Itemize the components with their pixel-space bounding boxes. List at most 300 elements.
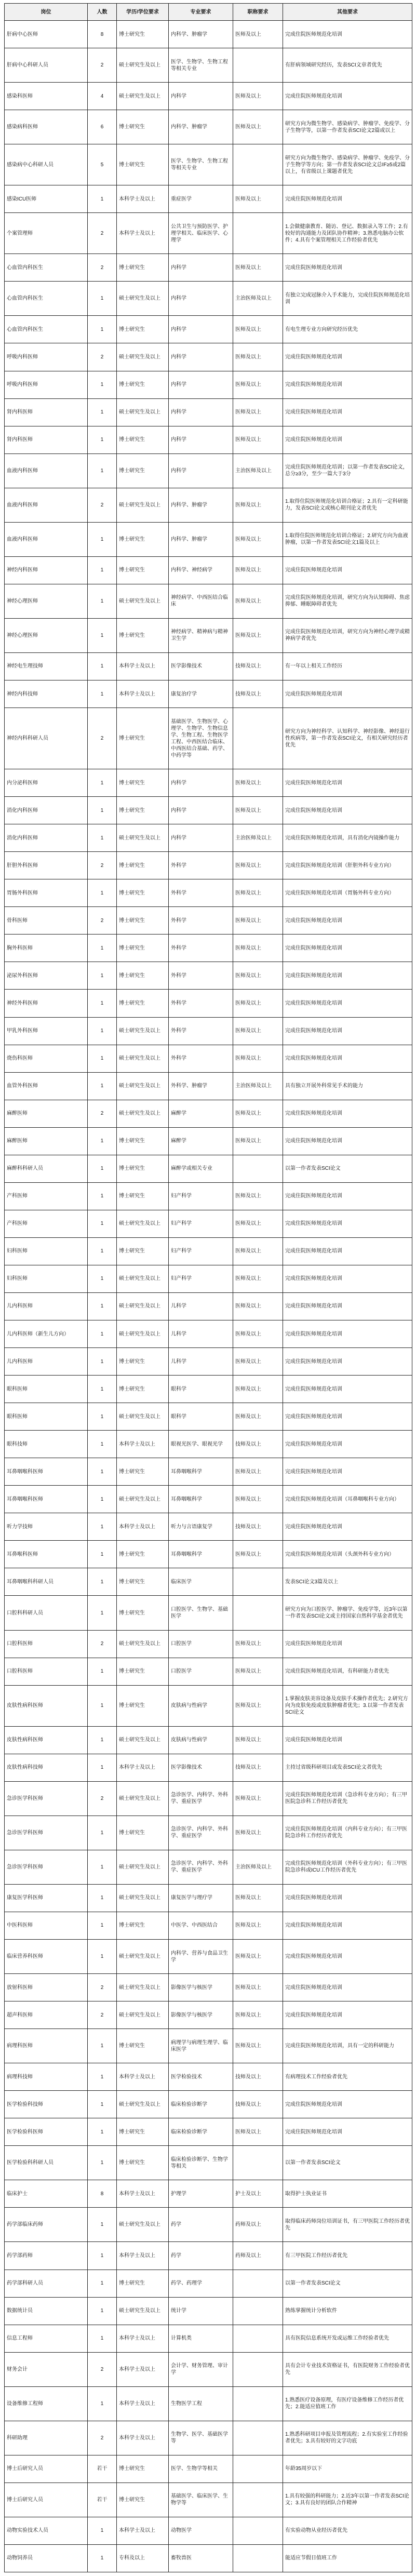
cell-position: 肾内科医师 xyxy=(5,398,88,426)
cell-major: 护理学 xyxy=(169,2180,233,2208)
cell-title-requirement: 医师及以上 xyxy=(233,2029,283,2063)
cell-education: 博士研究生 xyxy=(117,797,169,824)
cell-count: 1 xyxy=(88,185,117,213)
cell-position: 肝病中心科研人员 xyxy=(5,48,88,83)
cell-other-requirements: 有一年以上相关工作经历 xyxy=(283,652,412,680)
cell-title-requirement xyxy=(233,2146,283,2180)
cell-other-requirements: 完成住院医师规范化培训 xyxy=(283,1912,412,1939)
cell-position: 感染病中心科研人员 xyxy=(5,144,88,185)
cell-title-requirement xyxy=(233,708,283,769)
cell-major: 外科学 xyxy=(169,1017,233,1045)
cell-count: 6 xyxy=(88,110,117,144)
cell-title-requirement xyxy=(233,2455,283,2482)
cell-education: 硕士研究生及以上 xyxy=(117,1320,169,1348)
cell-education: 本科学士及以上 xyxy=(117,2242,169,2270)
cell-title-requirement: 主治医师及以上 xyxy=(233,1072,283,1100)
cell-position: 医学检验科科研人员 xyxy=(5,2146,88,2180)
table-row xyxy=(5,2386,412,2421)
cell-position: 血液内科医师 xyxy=(5,453,88,488)
cell-position: 肝胆外科医师 xyxy=(5,852,88,879)
table-row xyxy=(5,2544,412,2572)
cell-title-requirement: 药师及以上 xyxy=(233,2208,283,2242)
cell-education: 博士研究生 xyxy=(117,522,169,556)
cell-count: 1 xyxy=(88,2242,117,2270)
cell-count: 1 xyxy=(88,1320,117,1348)
cell-education: 博士研究生 xyxy=(117,2118,169,2146)
cell-position: 科研助理 xyxy=(5,2421,88,2455)
cell-count: 1 xyxy=(88,1458,117,1486)
cell-other-requirements: 完成住院医师规范化培训 xyxy=(283,1348,412,1376)
cell-major: 临床检验诊断学、生物学等相关 xyxy=(169,2146,233,2180)
table-row xyxy=(5,398,412,426)
table-row xyxy=(5,2118,412,2146)
cell-education: 博士研究生 xyxy=(117,426,169,453)
cell-education: 硕士研究生及以上 xyxy=(117,1486,169,1513)
table-row xyxy=(5,2208,412,2242)
cell-major: 会计学、财务管理、审计学 xyxy=(169,2352,233,2386)
cell-major: 影像医学与核医学 xyxy=(169,2001,233,2029)
table-row xyxy=(5,1320,412,1348)
cell-count: 5 xyxy=(88,144,117,185)
cell-other-requirements: 完成住院医师规范化培训（外科专业方向）；有三甲医院急诊科或ICU工作经历者优先 xyxy=(283,1850,412,1884)
cell-education: 硕士研究生及以上 xyxy=(117,1940,169,1974)
cell-other-requirements: 完成住院医师规范化培训 xyxy=(283,1292,412,1320)
cell-education: 博士研究生 xyxy=(117,1541,169,1568)
cell-major: 内科学、肿瘤学 xyxy=(169,488,233,522)
table-row xyxy=(5,1781,412,1816)
cell-major: 动物医学 xyxy=(169,2517,233,2544)
cell-major: 妇产科学 xyxy=(169,1182,233,1210)
cell-major: 康复治疗学 xyxy=(169,680,233,708)
cell-position: 个案管理师 xyxy=(5,213,88,254)
cell-major: 儿科学 xyxy=(169,1292,233,1320)
cell-major: 内科学 xyxy=(169,426,233,453)
cell-major: 神经病学、中西医结合临床 xyxy=(169,584,233,618)
cell-count: 1 xyxy=(88,1596,117,1630)
cell-title-requirement: 医师及以上 xyxy=(233,1403,283,1431)
cell-position: 临床营养科医师 xyxy=(5,1940,88,1974)
cell-major: 临床检验诊断学 xyxy=(169,2118,233,2146)
cell-position: 眼科医师 xyxy=(5,1403,88,1431)
cell-major: 妇产科学 xyxy=(169,1265,233,1292)
cell-title-requirement: 医师及以上 xyxy=(233,1541,283,1568)
table-row xyxy=(5,2063,412,2091)
cell-education: 硕士研究生及以上 xyxy=(117,398,169,426)
cell-title-requirement xyxy=(233,1155,283,1182)
table-row xyxy=(5,708,412,769)
cell-education: 硕士研究生及以上 xyxy=(117,1292,169,1320)
cell-title-requirement xyxy=(233,2482,283,2517)
table-row xyxy=(5,1726,412,1754)
cell-count: 2 xyxy=(88,1630,117,1658)
cell-major: 病理学与病理生理学、临床医学 xyxy=(169,2029,233,2063)
cell-title-requirement xyxy=(233,1596,283,1630)
cell-count: 1 xyxy=(88,1376,117,1403)
cell-major: 内科学 xyxy=(169,398,233,426)
cell-other-requirements: 完成住院医师规范化培训 xyxy=(283,1320,412,1348)
cell-position: 耳鼻咽喉科科研人员 xyxy=(5,1568,88,1596)
cell-count: 2 xyxy=(88,2352,117,2386)
cell-other-requirements: 完成住院医师规范化培训（肝胆外科专业方向） xyxy=(283,852,412,879)
cell-other-requirements: 完成住院医师规范化培训 xyxy=(283,769,412,797)
cell-position: 神经电生理技师 xyxy=(5,652,88,680)
cell-major: 外科学 xyxy=(169,1045,233,1072)
cell-position: 胃肠外科医师 xyxy=(5,879,88,907)
cell-education: 博士研究生 xyxy=(117,990,169,1017)
cell-major: 医学、生物学、生物工程等相关专业 xyxy=(169,144,233,185)
cell-count: 4 xyxy=(88,83,117,110)
cell-count: 8 xyxy=(88,2180,117,2208)
cell-education: 博士研究生 xyxy=(117,110,169,144)
cell-other-requirements: 有电生理专业方向研究经历优先 xyxy=(283,316,412,343)
cell-count: 1 xyxy=(88,2029,117,2063)
cell-count: 1 xyxy=(88,1045,117,1072)
cell-count: 1 xyxy=(88,1726,117,1754)
cell-position: 病理科医师 xyxy=(5,2029,88,2063)
table-row xyxy=(5,144,412,185)
cell-position: 儿内科医师 xyxy=(5,1348,88,1376)
cell-position: 麻醉医师 xyxy=(5,1127,88,1155)
table-row xyxy=(5,1568,412,1596)
cell-education: 博士研究生 xyxy=(117,144,169,185)
cell-title-requirement: 技师及以上 xyxy=(233,2091,283,2118)
cell-title-requirement: 医师及以上 xyxy=(233,618,283,652)
cell-other-requirements: 完成住院医师规范化培训 xyxy=(283,990,412,1017)
cell-education: 硕士研究生及以上 xyxy=(117,2208,169,2242)
table-row xyxy=(5,1376,412,1403)
cell-other-requirements: 以第一作者发表SCI论文 xyxy=(283,2270,412,2297)
cell-title-requirement xyxy=(233,2544,283,2572)
table-row xyxy=(5,282,412,316)
cell-position: 血管外科医师 xyxy=(5,1072,88,1100)
cell-education: 硕士研究生及以上 xyxy=(117,1265,169,1292)
cell-education: 博士研究生 xyxy=(117,852,169,879)
cell-position: 药学部科研人员 xyxy=(5,2270,88,2297)
cell-education: 本科学士及以上 xyxy=(117,2517,169,2544)
cell-position: 中医科医师 xyxy=(5,1912,88,1939)
table-row xyxy=(5,2270,412,2297)
header-title-requirement: 职称要求 xyxy=(233,4,283,21)
cell-position: 超声科医师 xyxy=(5,2001,88,2029)
table-row xyxy=(5,1816,412,1850)
header-major: 专业要求 xyxy=(169,4,233,21)
table-row xyxy=(5,2482,412,2517)
cell-major: 生物学、医学、基础医学等 xyxy=(169,2421,233,2455)
cell-count: 1 xyxy=(88,1127,117,1155)
cell-title-requirement: 技师及以上 xyxy=(233,1754,283,1781)
cell-position: 耳鼻喉科医师 xyxy=(5,1541,88,1568)
cell-major: 眼视光医学、眼视光学 xyxy=(169,1431,233,1458)
cell-education: 硕士研究生及以上 xyxy=(117,48,169,83)
cell-major: 重症医学 xyxy=(169,185,233,213)
cell-education: 博士研究生 xyxy=(117,2146,169,2180)
table-row xyxy=(5,316,412,343)
cell-education: 硕士研究生及以上 xyxy=(117,1403,169,1431)
cell-title-requirement: 技师及以上 xyxy=(233,652,283,680)
table-row xyxy=(5,453,412,488)
cell-title-requirement: 医师及以上 xyxy=(233,1017,283,1045)
cell-title-requirement: 医师及以上 xyxy=(233,1100,283,1127)
cell-title-requirement: 医师及以上 xyxy=(233,1685,283,1726)
table-row xyxy=(5,1596,412,1630)
cell-title-requirement: 医师及以上 xyxy=(233,1320,283,1348)
cell-position: 博士后研究人员 xyxy=(5,2455,88,2482)
cell-other-requirements: 取得临床药师岗位培训证书，有三甲医院工作经历者优先 xyxy=(283,2208,412,2242)
cell-major: 统计学 xyxy=(169,2297,233,2325)
cell-title-requirement: 医师及以上 xyxy=(233,1458,283,1486)
cell-education: 博士研究生 xyxy=(117,907,169,935)
table-row xyxy=(5,962,412,990)
cell-major: 内科学、肿瘤学 xyxy=(169,522,233,556)
cell-other-requirements: 完成住院医师规范化培训 xyxy=(283,254,412,282)
header-education: 学历/学位要求 xyxy=(117,4,169,21)
cell-position: 口腔科医师 xyxy=(5,1630,88,1658)
cell-other-requirements: 完成住院医师规范化培训；以第一作者发表SCI论文，总分≥3分，至少一篇大于3分 xyxy=(283,453,412,488)
header-count: 人数 xyxy=(88,4,117,21)
table-row xyxy=(5,83,412,110)
cell-position: 皮肤性病科技师 xyxy=(5,1754,88,1781)
cell-education: 硕士研究生及以上 xyxy=(117,2297,169,2325)
cell-major: 药学 xyxy=(169,2242,233,2270)
cell-other-requirements: 完成住院医师规范化培训 xyxy=(283,2118,412,2146)
cell-title-requirement: 医师及以上 xyxy=(233,2001,283,2029)
cell-other-requirements: 发表SCI论文3篇及以上 xyxy=(283,1568,412,1596)
cell-position: 内分泌科医师 xyxy=(5,769,88,797)
cell-position: 临床护士 xyxy=(5,2180,88,2208)
header-position: 岗位 xyxy=(5,4,88,21)
cell-count: 1 xyxy=(88,2118,117,2146)
table-row xyxy=(5,426,412,453)
cell-count: 1 xyxy=(88,453,117,488)
cell-title-requirement: 医师及以上 xyxy=(233,1974,283,2001)
cell-count: 1 xyxy=(88,1182,117,1210)
table-row xyxy=(5,2146,412,2180)
cell-major: 耳鼻咽喉科学 xyxy=(169,1541,233,1568)
cell-other-requirements: 1.掌握皮肤美容设备及皮肤手术操作者优先；2.研究方向为皮肤免疫或皮肤肿瘤者优先；3.以第一作者发表SCI论文 xyxy=(283,1685,412,1726)
cell-position: 麻醉医师 xyxy=(5,1100,88,1127)
table-row xyxy=(5,1658,412,1685)
cell-education: 博士研究生 xyxy=(117,1348,169,1376)
cell-other-requirements: 完成住院医师规范化培训，具有一定的科研能力 xyxy=(283,2029,412,2063)
cell-other-requirements: 完成住院医师规范化培训 xyxy=(283,1100,412,1127)
table-row xyxy=(5,1017,412,1045)
table-row xyxy=(5,652,412,680)
cell-count: 2 xyxy=(88,254,117,282)
cell-major: 生物医学工程 xyxy=(169,2386,233,2421)
cell-other-requirements: 研究方向为神经科学、认知科学、神经影像、神经退行性疾病等，第一作者发表SCI论文，有相关研究经历者优先 xyxy=(283,708,412,769)
cell-count: 1 xyxy=(88,316,117,343)
cell-other-requirements: 完成住院医师规范化培训，具有消化内镜操作能力 xyxy=(283,824,412,852)
table-row xyxy=(5,1513,412,1541)
cell-count: 1 xyxy=(88,371,117,398)
cell-major: 药学、药理学 xyxy=(169,2270,233,2297)
cell-count: 1 xyxy=(88,1754,117,1781)
cell-other-requirements: 有三甲医院工作经历者优先 xyxy=(283,2242,412,2270)
cell-other-requirements: 完成住院医师规范化培训 xyxy=(283,907,412,935)
cell-education: 博士研究生 xyxy=(117,1596,169,1630)
cell-major: 外科学 xyxy=(169,852,233,879)
cell-other-requirements: 完成住院医师规范化培训 xyxy=(283,962,412,990)
cell-other-requirements: 完成住院医师规范化培训 xyxy=(283,83,412,110)
cell-position: 急诊医学科医师 xyxy=(5,1850,88,1884)
cell-other-requirements: 完成住院医师规范化培训 xyxy=(283,1630,412,1658)
cell-major: 内科学 xyxy=(169,83,233,110)
cell-title-requirement: 医师及以上 xyxy=(233,1265,283,1292)
table-row xyxy=(5,371,412,398)
cell-position: 肾内科医师 xyxy=(5,426,88,453)
cell-title-requirement: 医师及以上 xyxy=(233,1940,283,1974)
cell-count: 2 xyxy=(88,48,117,83)
cell-title-requirement: 医师及以上 xyxy=(233,1127,283,1155)
cell-count: 1 xyxy=(88,2091,117,2118)
table-row xyxy=(5,584,412,618)
cell-education: 博士研究生 xyxy=(117,316,169,343)
table-row xyxy=(5,935,412,962)
cell-count: 1 xyxy=(88,1210,117,1237)
cell-count: 1 xyxy=(88,2270,117,2297)
cell-title-requirement: 技师及以上 xyxy=(233,1431,283,1458)
table-row xyxy=(5,2455,412,2482)
cell-education: 博士研究生 xyxy=(117,1568,169,1596)
cell-other-requirements: 完成住院医师规范化培训 xyxy=(283,935,412,962)
cell-count: 1 xyxy=(88,1912,117,1939)
cell-education: 硕士研究生及以上 xyxy=(117,282,169,316)
cell-education: 本科学士及以上 xyxy=(117,652,169,680)
cell-position: 动物饲养员 xyxy=(5,2544,88,2572)
cell-position: 医学检验科医师 xyxy=(5,2118,88,2146)
cell-major: 医学检验技术 xyxy=(169,2063,233,2091)
table-row xyxy=(5,2325,412,2352)
cell-education: 硕士研究生及以上 xyxy=(117,824,169,852)
cell-position: 呼吸内科医师 xyxy=(5,371,88,398)
cell-count: 1 xyxy=(88,1940,117,1974)
cell-count: 1 xyxy=(88,797,117,824)
cell-other-requirements: 有独立完成冠脉介入手术能力，完成住院医师规范化培训 xyxy=(283,282,412,316)
cell-education: 博士研究生 xyxy=(117,1237,169,1265)
cell-position: 财务会计 xyxy=(5,2352,88,2386)
cell-title-requirement: 主治医师及以上 xyxy=(233,1850,283,1884)
cell-major: 医学影像技术 xyxy=(169,1754,233,1781)
cell-position: 神经内科医师 xyxy=(5,556,88,584)
cell-title-requirement: 主治医师及以上 xyxy=(233,282,283,316)
cell-other-requirements: 完成住院医师规范化培训 xyxy=(283,1210,412,1237)
cell-position: 麻醉科科研人员 xyxy=(5,1155,88,1182)
cell-major: 妇产科学 xyxy=(169,1237,233,1265)
cell-title-requirement: 医师及以上 xyxy=(233,1376,283,1403)
header-row xyxy=(5,4,412,21)
table-row xyxy=(5,1127,412,1155)
cell-title-requirement xyxy=(233,2352,283,2386)
cell-title-requirement: 医师及以上 xyxy=(233,1912,283,1939)
cell-other-requirements: 完成住院医师规范化培训 xyxy=(283,185,412,213)
cell-title-requirement: 医师及以上 xyxy=(233,990,283,1017)
cell-major: 内科学 xyxy=(169,282,233,316)
header-other-requirements: 其他要求 xyxy=(283,4,412,21)
cell-major: 内科学、肿瘤学 xyxy=(169,21,233,48)
cell-count: 1 xyxy=(88,522,117,556)
table-row xyxy=(5,1685,412,1726)
cell-major: 外科学 xyxy=(169,879,233,907)
cell-education: 博士研究生 xyxy=(117,1685,169,1726)
cell-other-requirements: 研究方向为微生物学、感染病学、肿瘤学、免疫学、分子生物学等方向；第一作者发表SCI论文总IF≥5或2篇以上，有省级以上课题者优先 xyxy=(283,144,412,185)
cell-position: 神经心理医师 xyxy=(5,584,88,618)
cell-other-requirements: 完成住院医师规范化培训 xyxy=(283,1884,412,1912)
cell-position: 神经心理医师 xyxy=(5,618,88,652)
table-row xyxy=(5,1045,412,1072)
cell-education: 硕士研究生及以上 xyxy=(117,1100,169,1127)
cell-title-requirement: 医师及以上 xyxy=(233,879,283,907)
cell-education: 博士研究生 xyxy=(117,1376,169,1403)
cell-other-requirements: 完成住院医师规范化培训 xyxy=(283,398,412,426)
cell-title-requirement xyxy=(233,2270,283,2297)
cell-other-requirements: 1.具有较强的科研能力；2.近3年以第一作者发表SCI论文；3.具有良好的团队合作精神 xyxy=(283,2482,412,2517)
cell-count: 1 xyxy=(88,824,117,852)
cell-title-requirement: 医师及以上 xyxy=(233,556,283,584)
cell-education: 博士研究生 xyxy=(117,453,169,488)
cell-education: 博士研究生 xyxy=(117,879,169,907)
cell-title-requirement: 医师及以上 xyxy=(233,343,283,371)
cell-education: 本科学士及以上 xyxy=(117,2352,169,2386)
cell-title-requirement: 医师及以上 xyxy=(233,1658,283,1685)
cell-other-requirements: 完成住院医师规范化培训 xyxy=(283,1726,412,1754)
cell-other-requirements: 完成住院医师规范化培训（急诊科专业方向）；有三甲医院急诊科工作经历者优先 xyxy=(283,1781,412,1816)
cell-other-requirements: 完成住院医师规范化培训 xyxy=(283,1017,412,1045)
cell-other-requirements: 完成住院医师规范化培训 xyxy=(283,2091,412,2118)
cell-position: 设备维修工程师 xyxy=(5,2386,88,2421)
cell-major: 临床检验诊断学 xyxy=(169,2091,233,2118)
table-row xyxy=(5,2242,412,2270)
cell-other-requirements: 完成住院医师规范化培训 xyxy=(283,556,412,584)
cell-position: 药学部药师 xyxy=(5,2242,88,2270)
cell-major: 中医学、中西医结合 xyxy=(169,1912,233,1939)
cell-other-requirements: 能适应节假日值班工作 xyxy=(283,2544,412,2572)
cell-education: 硕士研究生及以上 xyxy=(117,488,169,522)
table-row xyxy=(5,1072,412,1100)
cell-other-requirements: 完成住院医师规范化培训（内科专业方向）；有三甲医院急诊科工作经历者优先 xyxy=(283,1816,412,1850)
table-row xyxy=(5,1884,412,1912)
cell-title-requirement: 医师及以上 xyxy=(233,254,283,282)
cell-position: 耳鼻咽喉科医师 xyxy=(5,1458,88,1486)
table-row xyxy=(5,1630,412,1658)
cell-title-requirement: 医师及以上 xyxy=(233,83,283,110)
cell-major: 神经病学、精神病与精神卫生学 xyxy=(169,618,233,652)
cell-major: 听力与言语康复学 xyxy=(169,1513,233,1541)
cell-title-requirement: 医师及以上 xyxy=(233,1486,283,1513)
cell-count: 1 xyxy=(88,1072,117,1100)
cell-count: 1 xyxy=(88,1155,117,1182)
cell-title-requirement: 医师及以上 xyxy=(233,522,283,556)
cell-education: 博士研究生 xyxy=(117,618,169,652)
cell-major: 口腔医学 xyxy=(169,1658,233,1685)
cell-title-requirement: 技师及以上 xyxy=(233,1513,283,1541)
cell-major: 内科学 xyxy=(169,453,233,488)
cell-position: 听力学技师 xyxy=(5,1513,88,1541)
table-row xyxy=(5,48,412,83)
cell-major: 妇产科学 xyxy=(169,1210,233,1237)
cell-other-requirements: 以第一作者发表SCI论文 xyxy=(283,1155,412,1182)
cell-position: 感染ICU医师 xyxy=(5,185,88,213)
cell-major: 医学、生物学等相关 xyxy=(169,2455,233,2482)
cell-title-requirement: 医师及以上 xyxy=(233,316,283,343)
cell-other-requirements: 完成住院医师规范化培训（头颈外科专业方向） xyxy=(283,1541,412,1568)
table-row xyxy=(5,488,412,522)
cell-major: 外科学 xyxy=(169,935,233,962)
cell-education: 硕士研究生及以上 xyxy=(117,1781,169,1816)
cell-education: 硕士研究生及以上 xyxy=(117,584,169,618)
cell-position: 泌尿外科医师 xyxy=(5,962,88,990)
cell-position: 药学部临床药师 xyxy=(5,2208,88,2242)
cell-other-requirements: 1.会做健康教育、随访、登记、数据录入等工作；2.有较好的沟通能力及团队协作精神；3.熟悉电脑办公软件；4.具有个案管理相关工作经验者优先 xyxy=(283,213,412,254)
